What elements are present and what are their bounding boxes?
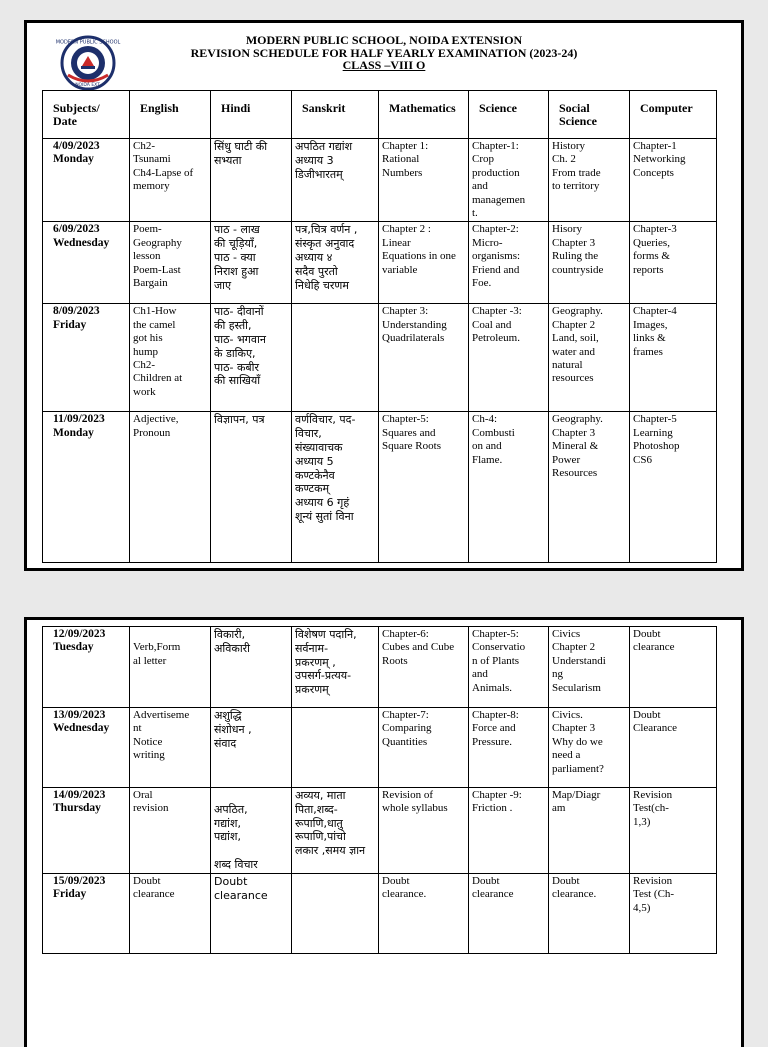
cell-english: Ch1-How the camel got his hump Ch2- Children at work	[130, 304, 211, 412]
cell-computer: Doubt clearance	[630, 627, 717, 708]
cell-social-science: Civics Chapter 2 Understandi ng Secularism	[549, 627, 630, 708]
revision-schedule-table	[42, 90, 717, 563]
cell-social-science: Civics. Chapter 3 Why do we need a parliament?	[549, 708, 630, 788]
document-page-2	[24, 617, 744, 1047]
cell-sanskrit	[292, 874, 379, 954]
cell-mathematics: Chapter-6: Cubes and Cube Roots	[379, 627, 469, 708]
cell-mathematics: Chapter 3: Understanding Quadrilaterals	[379, 304, 469, 412]
schedule-title: REVISION SCHEDULE FOR HALF YEARLY EXAMINATION (2023-24)	[190, 45, 578, 60]
cell-science: Chapter -3: Coal and Petroleum.	[469, 304, 549, 412]
table-row	[43, 627, 717, 708]
table-row	[43, 874, 717, 954]
cell-sanskrit	[292, 304, 379, 412]
cell-hindi: विकारी, अविकारी	[211, 627, 292, 708]
table-row	[43, 222, 717, 304]
cell-social-science: Geography. Chapter 3 Mineral & Power Resources	[549, 412, 630, 563]
table-row	[43, 412, 717, 563]
table-header-row	[43, 91, 717, 139]
cell-date: 12/09/2023 Tuesday	[43, 627, 130, 708]
column-header-english: English	[130, 91, 211, 139]
cell-computer: Doubt Clearance	[630, 708, 717, 788]
cell-hindi: अपठित, गद्यांश, पद्यांश, शब्द विचार	[211, 788, 292, 874]
cell-date: 4/09/2023 Monday	[43, 139, 130, 222]
cell-hindi: सिंधु घाटी की सभ्यता	[211, 139, 292, 222]
cell-sanskrit	[292, 708, 379, 788]
cell-date: 13/09/2023 Wednesday	[43, 708, 130, 788]
cell-science: Chapter-5: Conservatio n of Plants and Animals.	[469, 627, 549, 708]
cell-computer: Revision Test (Ch- 4,5)	[630, 874, 717, 954]
cell-english: Verb,Form al letter	[130, 627, 211, 708]
cell-science: Doubt clearance	[469, 874, 549, 954]
cell-science: Ch-4: Combusti on and Flame.	[469, 412, 549, 563]
document-page-1	[24, 20, 744, 571]
cell-hindi: Doubt clearance	[211, 874, 292, 954]
cell-mathematics: Chapter-5: Squares and Square Roots	[379, 412, 469, 563]
cell-date: 15/09/2023 Friday	[43, 874, 130, 954]
cell-mathematics: Chapter 1: Rational Numbers	[379, 139, 469, 222]
logo-text-bottom: NOIDA EXT.	[75, 83, 101, 88]
cell-date: 11/09/2023 Monday	[43, 412, 130, 563]
cell-hindi: पाठ - लाख की चूड़ियाँ, पाठ - क्या निराश हुआ जाए	[211, 222, 292, 304]
cell-english: Advertiseme nt Notice writing	[130, 708, 211, 788]
cell-sanskrit: पत्र,चित्र वर्णन , संस्कृत अनुवाद अध्याय ४ सदैव पुरतो निधेहि चरणम	[292, 222, 379, 304]
cell-sanskrit: अपठित गद्यांश अध्याय 3 डिजीभारतम्	[292, 139, 379, 222]
cell-science: Chapter-1: Crop production and managemen t.	[469, 139, 549, 222]
cell-mathematics: Revision of whole syllabus	[379, 788, 469, 874]
table-row	[43, 139, 717, 222]
column-header-computer: Computer	[630, 91, 717, 139]
cell-english: Poem- Geography lesson Poem-Last Bargain	[130, 222, 211, 304]
cell-social-science: Map/Diagr am	[549, 788, 630, 874]
cell-computer: Chapter-5 Learning Photoshop CS6	[630, 412, 717, 563]
cell-science: Chapter-2: Micro- organisms: Friend and Foe.	[469, 222, 549, 304]
class-name: CLASS –VIII O	[342, 58, 426, 72]
table-row	[43, 708, 717, 788]
cell-social-science: Geography. Chapter 2 Land, soil, water and natural resources	[549, 304, 630, 412]
column-header-social-science: Social Science	[549, 91, 630, 139]
cell-social-science: Doubt clearance.	[549, 874, 630, 954]
cell-english: Oral revision	[130, 788, 211, 874]
cell-sanskrit: विशेषण पदानि, सर्वनाम- प्रकरणम् , उपसर्ग-प्रत्यय- प्रकरणम्	[292, 627, 379, 708]
cell-mathematics: Chapter-7: Comparing Quantities	[379, 708, 469, 788]
cell-mathematics: Doubt clearance.	[379, 874, 469, 954]
cell-computer: Revision Test(ch- 1,3)	[630, 788, 717, 874]
cell-sanskrit: वर्णविचार, पद- विचार, संख्यावाचक अध्याय 5 कण्टकेनैव कण्टकम् अध्याय 6 गृहं शून्यं सुतां विना	[292, 412, 379, 563]
cell-social-science: Hisory Chapter 3 Ruling the countryside	[549, 222, 630, 304]
cell-mathematics: Chapter 2 : Linear Equations in one variable	[379, 222, 469, 304]
cell-social-science: History Ch. 2 From trade to territory	[549, 139, 630, 222]
cell-sanskrit: अव्यय, माता पिता,शब्द- रूपाणि,धातु रूपाणि,पांचो लकार ,समय ज्ञान	[292, 788, 379, 874]
column-header-science: Science	[469, 91, 549, 139]
column-header-sanskrit: Sanskrit	[292, 91, 379, 139]
cell-hindi: अशुद्धि संशोधन , संवाद	[211, 708, 292, 788]
cell-hindi: पाठ- दीवानों की हस्ती, पाठ- भगवान के डाकिए, पाठ- कबीर की साखियाँ	[211, 304, 292, 412]
cell-english: Doubt clearance	[130, 874, 211, 954]
document-header	[27, 34, 741, 72]
table-row	[43, 304, 717, 412]
cell-computer: Chapter-1 Networking Concepts	[630, 139, 717, 222]
cell-english: Adjective, Pronoun	[130, 412, 211, 563]
cell-computer: Chapter-3 Queries, forms & reports	[630, 222, 717, 304]
school-name: MODERN PUBLIC SCHOOL, NOIDA EXTENSION	[245, 33, 523, 47]
logo-text-top: MODERN PUBLIC SCHOOL	[55, 39, 121, 46]
cell-date: 14/09/2023 Thursday	[43, 788, 130, 874]
cell-computer: Chapter-4 Images, links & frames	[630, 304, 717, 412]
column-header-mathematics: Mathematics	[379, 91, 469, 139]
cell-date: 8/09/2023 Friday	[43, 304, 130, 412]
revision-schedule-table-continued	[42, 626, 717, 954]
column-header-hindi: Hindi	[211, 91, 292, 139]
cell-science: Chapter-8: Force and Pressure.	[469, 708, 549, 788]
cell-hindi: विज्ञापन, पत्र	[211, 412, 292, 563]
cell-science: Chapter -9: Friction .	[469, 788, 549, 874]
table-row	[43, 788, 717, 874]
column-header-date: Subjects/ Date	[43, 91, 130, 139]
cell-english: Ch2- Tsunami Ch4-Lapse of memory	[130, 139, 211, 222]
cell-date: 6/09/2023 Wednesday	[43, 222, 130, 304]
